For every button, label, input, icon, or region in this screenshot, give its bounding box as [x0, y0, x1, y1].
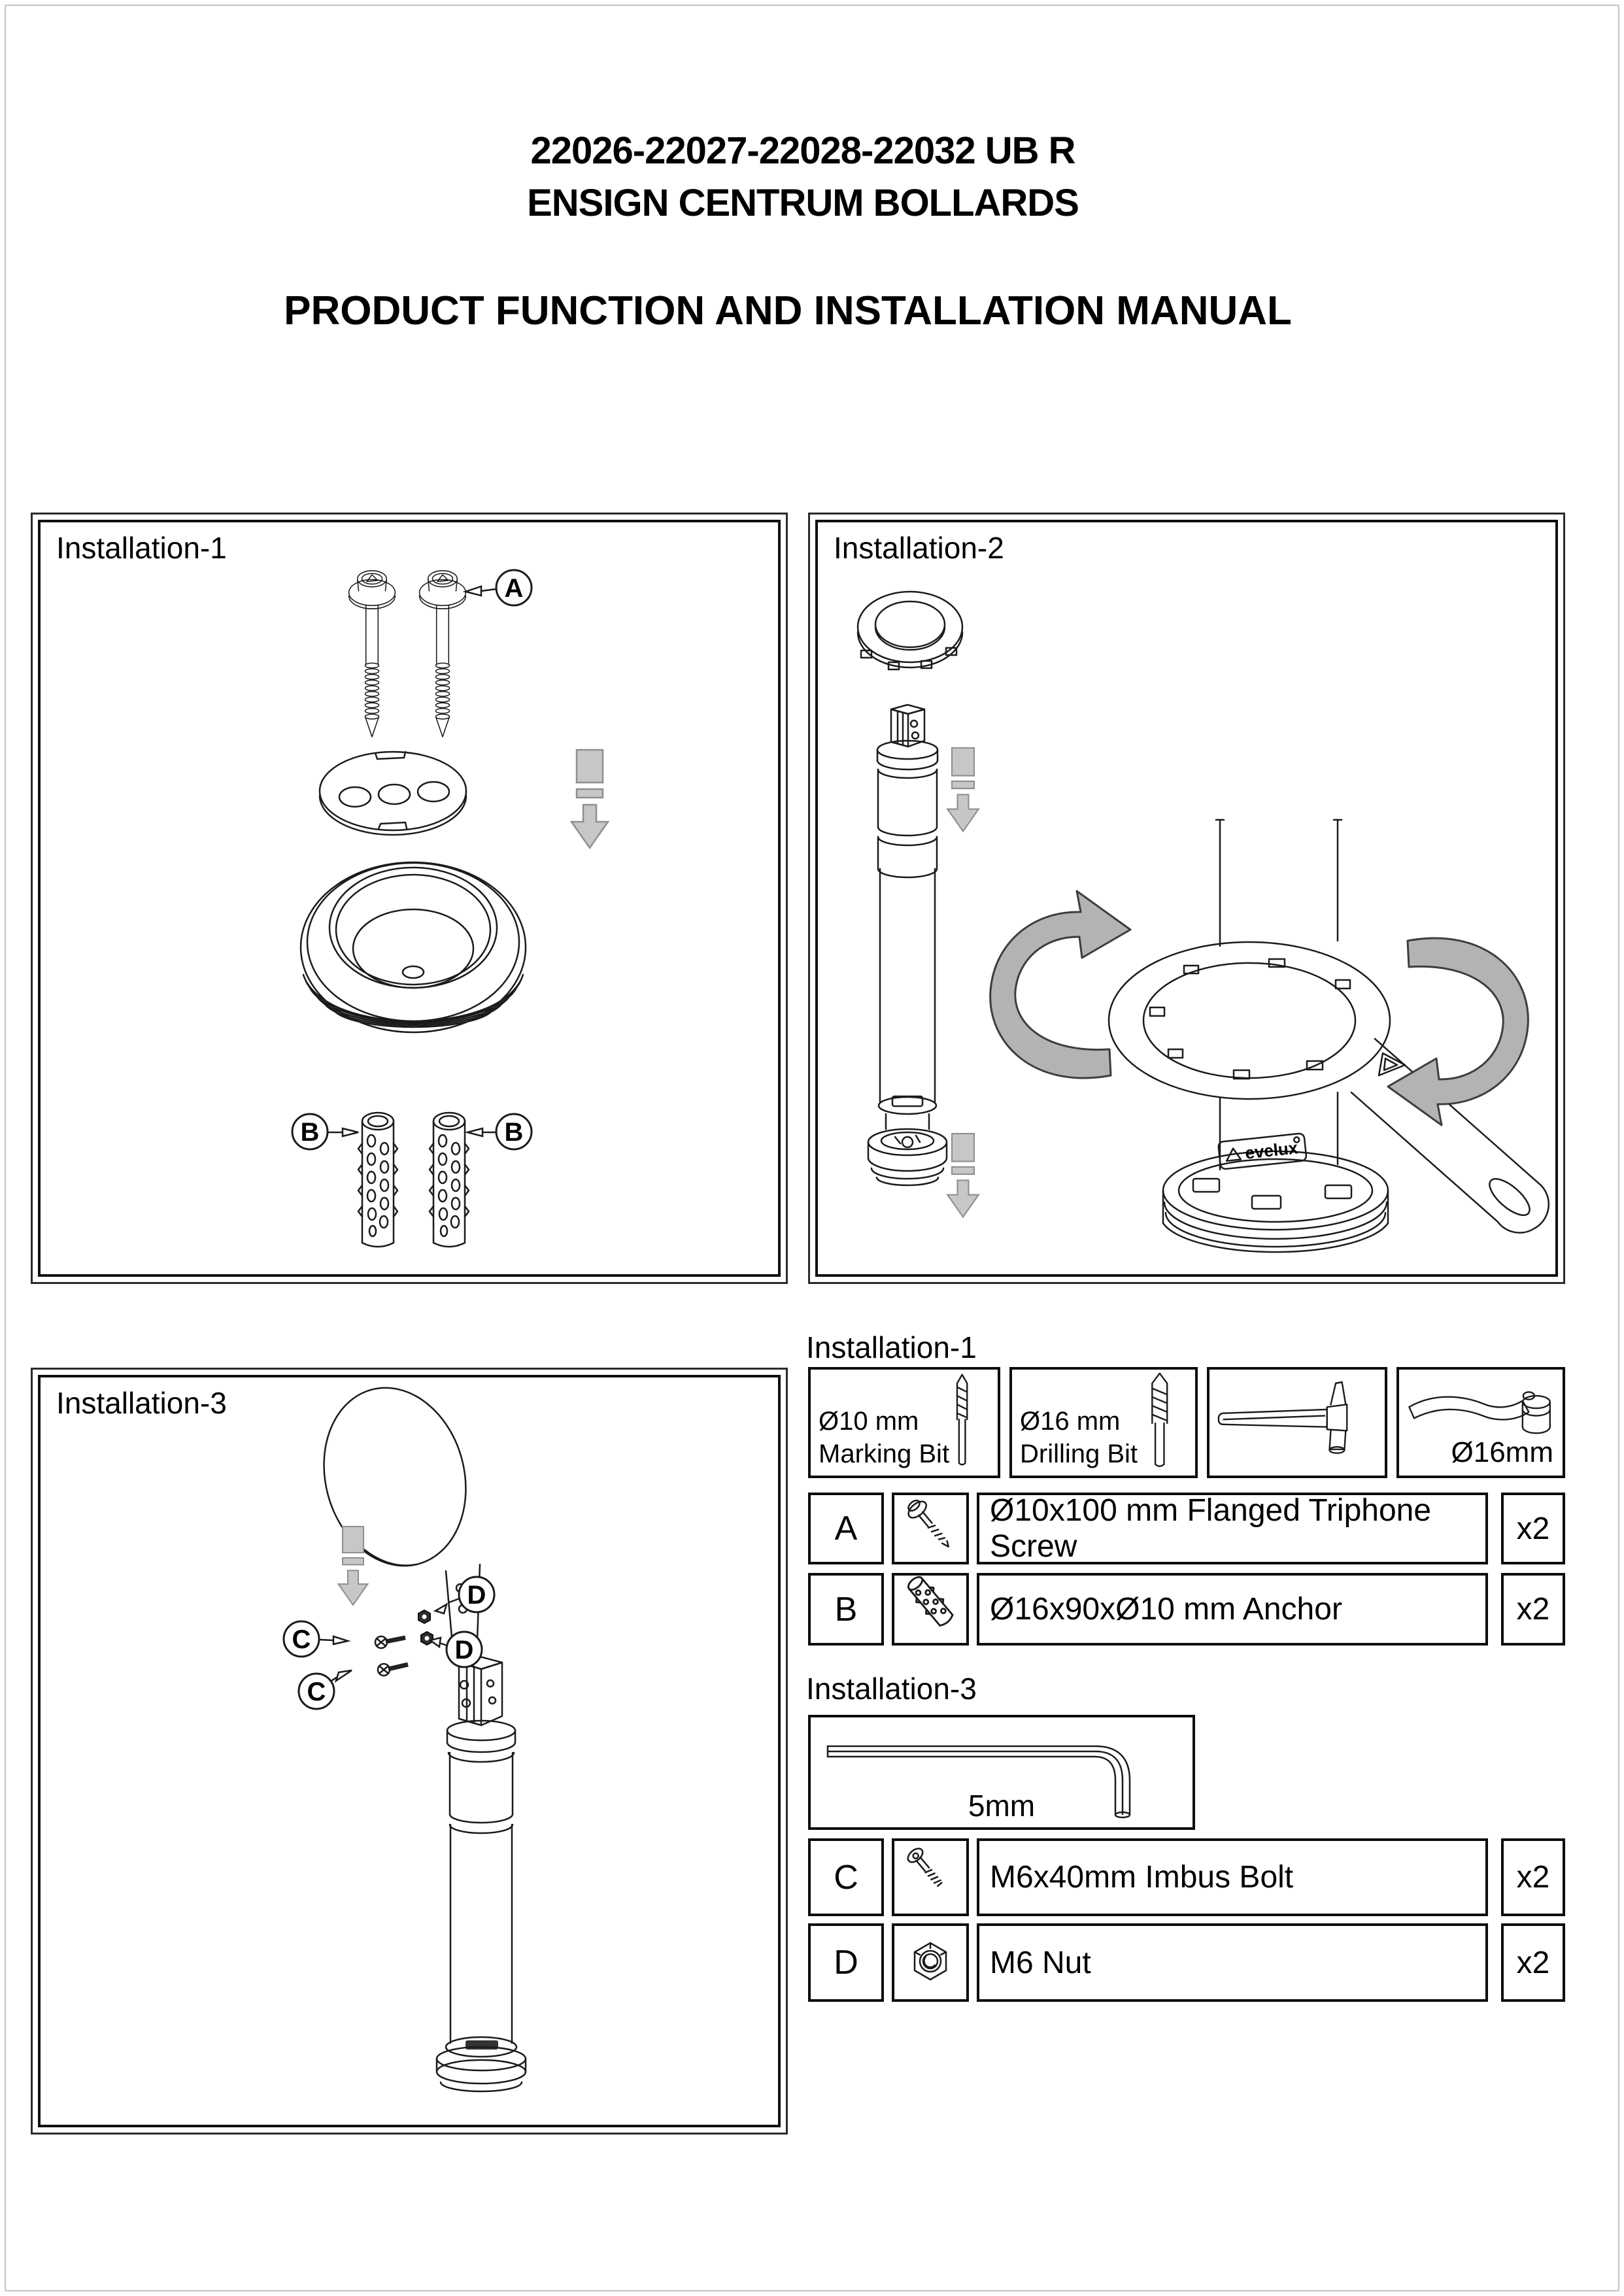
callout-d2: [430, 1632, 482, 1667]
sign-disc-drawing: [305, 1377, 485, 1644]
rotate-arrow-right-icon: [1388, 938, 1528, 1125]
part-b-key-cell: B: [808, 1573, 884, 1646]
lock-ring-drawing: [858, 592, 962, 669]
tool-hammer-cell: [1207, 1367, 1387, 1478]
imbus-bolt-icon: [894, 1841, 966, 1914]
brand-logo-text: evelux: [1243, 1138, 1299, 1163]
base-assembly-drawing: [1163, 1133, 1388, 1252]
installation-2-panel-title: Installation-2: [834, 531, 1004, 565]
down-arrow-icon: [947, 1134, 979, 1217]
part-d-icon-cell: [892, 1923, 969, 2002]
callout-c2: [299, 1670, 352, 1709]
anchor-icon: [894, 1576, 966, 1643]
svg-text:C: C: [292, 1625, 311, 1654]
part-d-desc-cell: M6 Nut: [977, 1923, 1488, 2002]
part-a-key-cell: A: [808, 1493, 884, 1564]
part-d-key-cell: D: [808, 1923, 884, 2002]
pole-drawing: [1216, 820, 1342, 1170]
socket-size-label: Ø16mm: [1451, 1436, 1553, 1468]
tool-socket-wrench-cell: [1396, 1367, 1565, 1478]
down-arrow-icon: [339, 1527, 368, 1605]
tool-hex-key-cell: [808, 1715, 1195, 1830]
installation-1-panel: [31, 513, 788, 1284]
rotate-arrows: [990, 891, 1529, 1125]
table-installation-3-title: Installation-3: [806, 1672, 977, 1706]
part-b-desc-cell: Ø16x90xØ10 mm Anchor: [977, 1573, 1488, 1646]
installation-2-panel-inner: [815, 520, 1558, 1277]
part-c-key-cell: C: [808, 1838, 884, 1916]
installation-1-panel-inner: [38, 520, 781, 1277]
installation-2-panel: [808, 513, 1565, 1284]
svg-text:C: C: [307, 1678, 326, 1706]
part-a-qty-cell: x2: [1501, 1493, 1565, 1564]
installation-3-drawing: [41, 1377, 778, 2125]
marking-bit-label: Ø10 mm Marking Bit: [819, 1407, 950, 1468]
down-arrow-icon: [571, 750, 608, 848]
base-ring-drawing: [301, 862, 526, 1032]
table-installation-1-title: Installation-1: [806, 1330, 977, 1364]
part-a-icon-cell: [892, 1493, 969, 1564]
part-c-qty-cell: x2: [1501, 1838, 1565, 1916]
mounting-plate-drawing: [320, 752, 466, 835]
svg-text:A: A: [504, 574, 524, 603]
rotate-arrow-left-icon: [990, 891, 1130, 1078]
callout-a: [465, 570, 532, 605]
product-codes-title: 22026-22027-22028-22032 UB R: [530, 129, 1075, 172]
svg-text:B: B: [300, 1118, 320, 1147]
callout-b-left: [292, 1114, 358, 1149]
brand-logo-plate: [1218, 1133, 1307, 1170]
anchors-drawing: [358, 1113, 469, 1247]
callout-c1: [284, 1621, 348, 1657]
tool-drilling-bit-cell: [1009, 1367, 1198, 1478]
product-name-title: ENSIGN CENTRUM BOLLARDS: [527, 182, 1079, 224]
installation-3-panel: [31, 1368, 788, 2135]
callout-b-right: [467, 1114, 532, 1149]
nut-icon: [894, 1926, 966, 1999]
tool-marking-bit-cell: [808, 1367, 1000, 1478]
hammer-icon: [1210, 1370, 1385, 1476]
svg-text:D: D: [467, 1581, 486, 1610]
bollard-core-drawing: [877, 705, 938, 1129]
bottom-cap-drawing: [868, 1129, 947, 1185]
installation-3-panel-inner: [38, 1375, 781, 2127]
part-c-desc-cell: M6x40mm Imbus Bolt: [977, 1838, 1488, 1916]
installation-3-panel-title: Installation-3: [56, 1386, 227, 1420]
hex-key-size-label: 5mm: [968, 1789, 1036, 1823]
flanged-screw-icon: [894, 1495, 966, 1562]
part-c-icon-cell: [892, 1838, 969, 1916]
installation-1-drawing: [41, 522, 778, 1274]
part-a-desc-cell: Ø10x100 mm Flanged Triphone Screw: [977, 1493, 1488, 1564]
part-d-qty-cell: x2: [1501, 1923, 1565, 2002]
imbus-bolts-drawing: [375, 1636, 408, 1676]
part-b-icon-cell: [892, 1573, 969, 1646]
manual-subtitle: PRODUCT FUNCTION AND INSTALLATION MANUAL: [284, 288, 1292, 333]
flanged-screws-drawing: [349, 571, 466, 737]
svg-text:D: D: [454, 1636, 474, 1664]
down-arrow-icon: [947, 748, 979, 832]
callout-d1: [435, 1577, 494, 1613]
bollard-body-drawing: [437, 1721, 526, 2091]
installation-1-panel-title: Installation-1: [56, 531, 227, 565]
svg-text:B: B: [504, 1118, 524, 1147]
drilling-bit-label: Ø16 mm Drilling Bit: [1020, 1407, 1138, 1468]
installation-2-drawing: [818, 522, 1555, 1274]
part-b-qty-cell: x2: [1501, 1573, 1565, 1646]
